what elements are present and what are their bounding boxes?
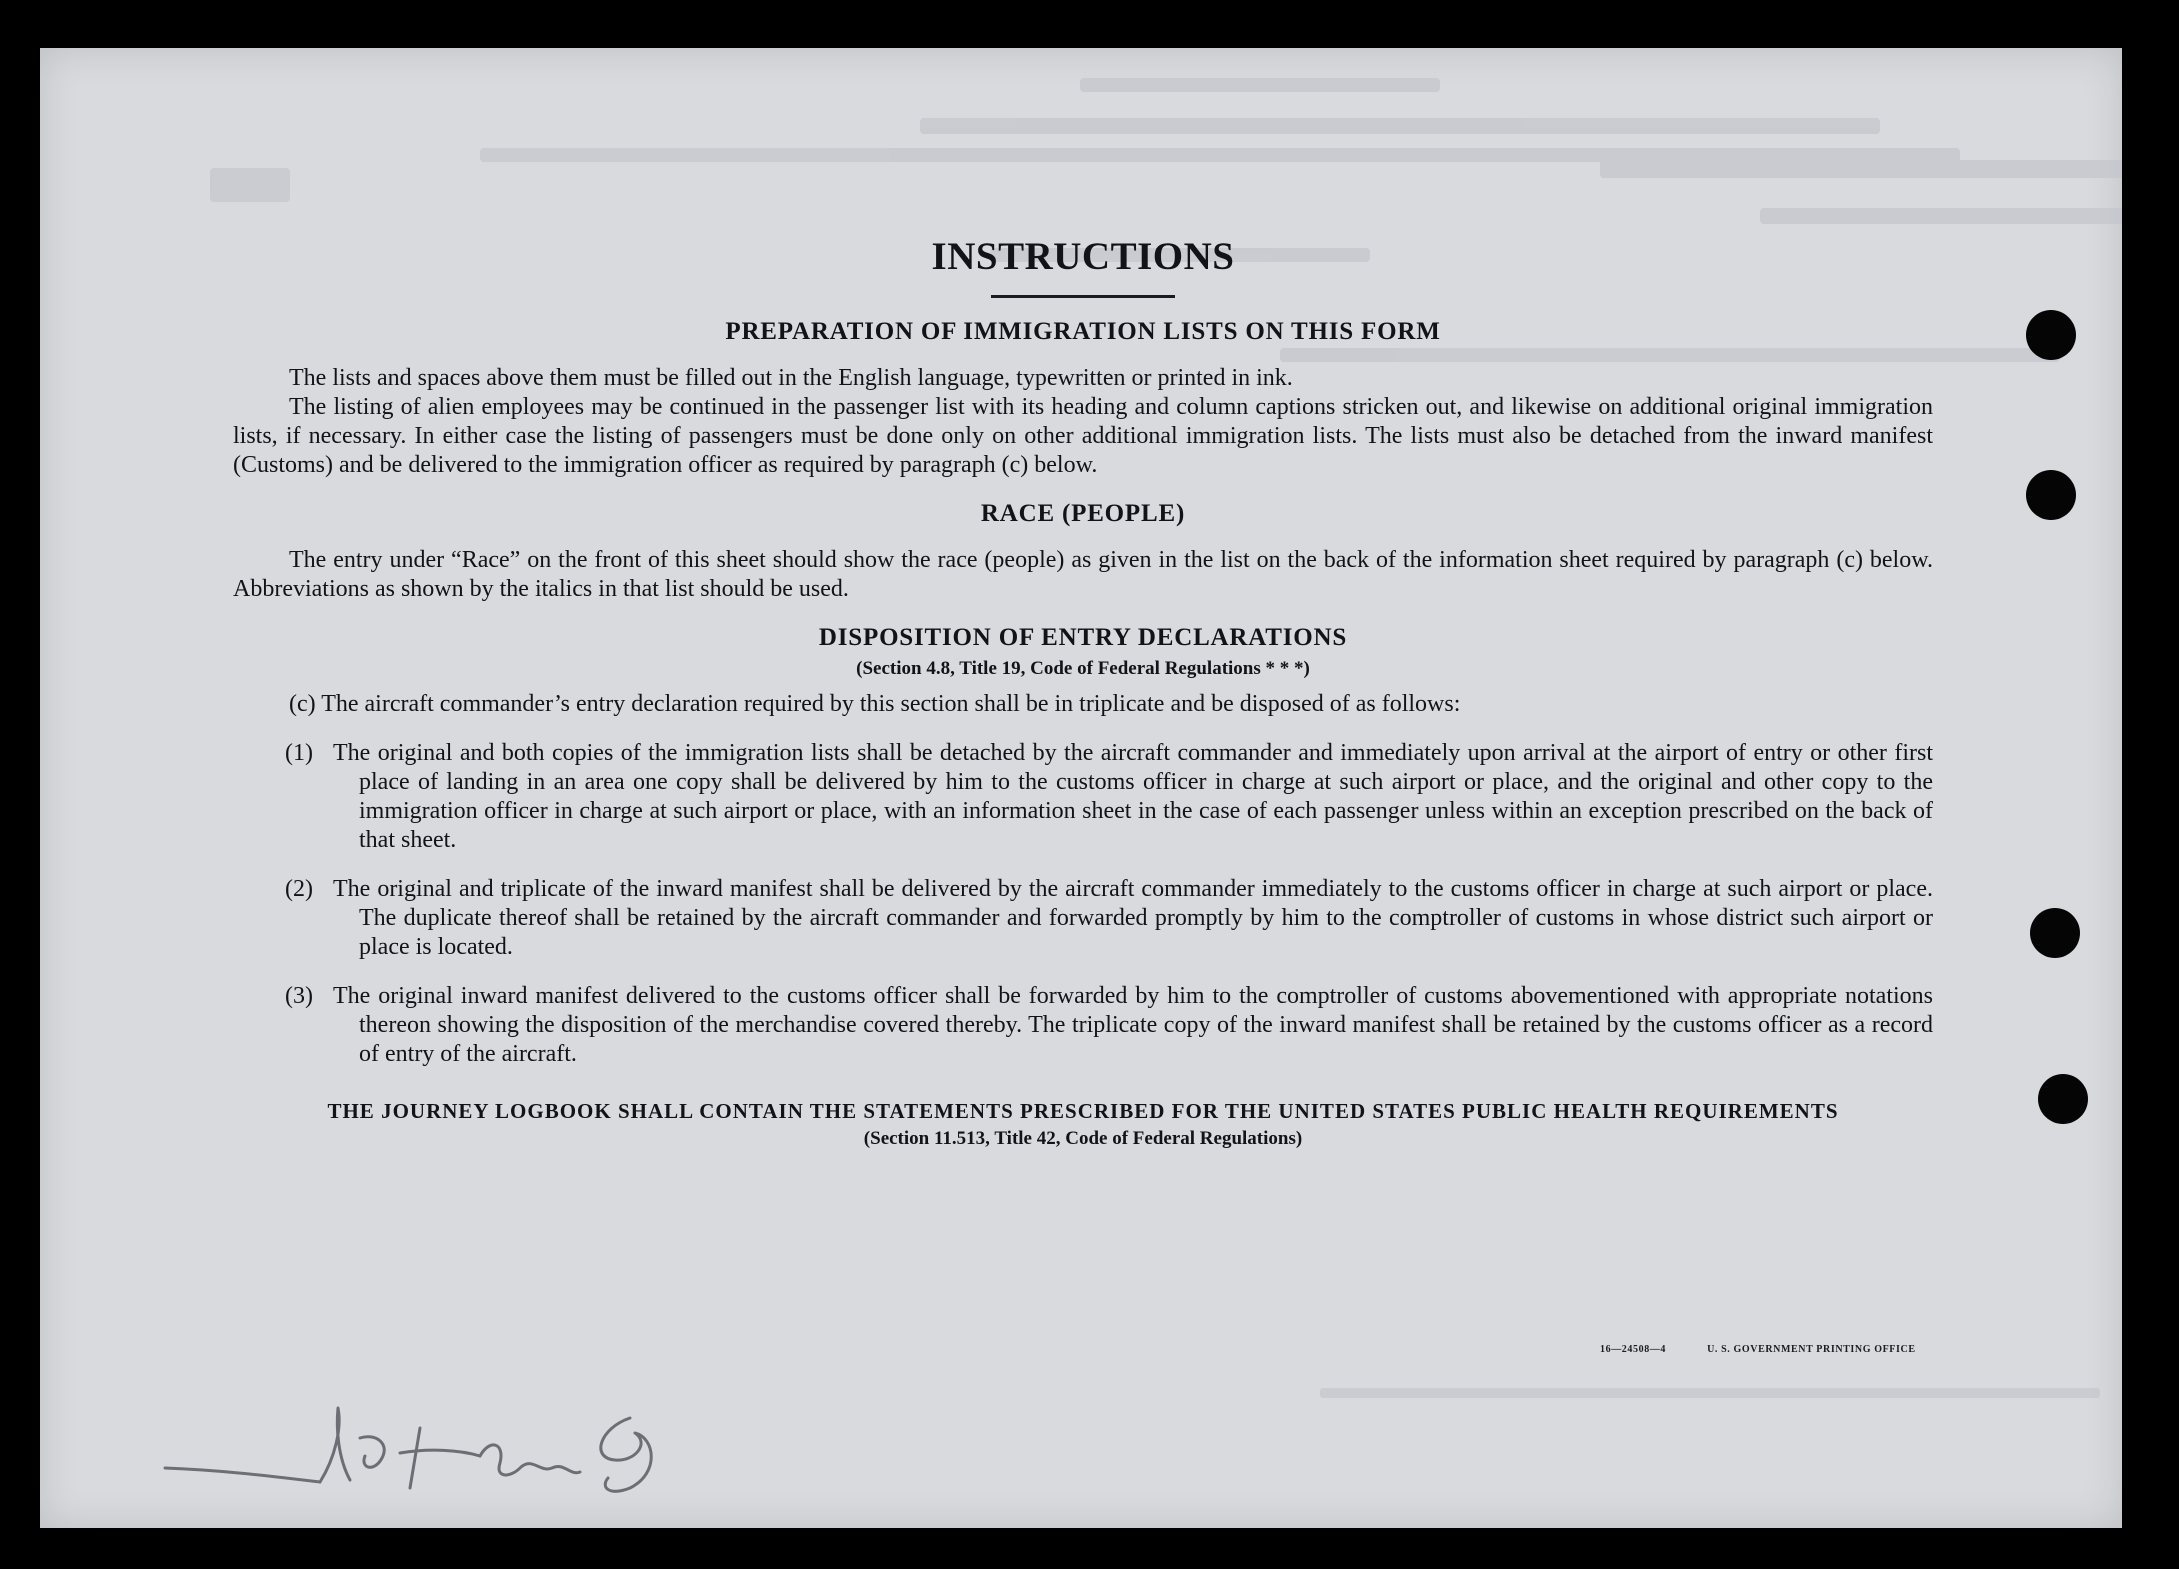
preparation-paragraph-2: The listing of alien employees may be continued in the passenger list with its heading and column captions stricken out, and likewise on additional original immigration lists, if necessary. In either case the listing of passengers must be done only on other additional immigration lists. The lists must also be detached from the inward manifest (Customs) and be delivered to the immigration officer as required by paragraph (c) below. xyxy=(233,394,1933,478)
footer-statement: THE JOURNEY LOGBOOK SHALL CONTAIN THE STATEMENTS PRESCRIBED FOR THE UNITED STATES PUBLIC HEALTH REQUIREMENTS xyxy=(327,1099,1839,1123)
instructions-body xyxy=(233,234,1933,1150)
list-item-number: (1) xyxy=(285,740,313,766)
list-item-text: The original inward manifest delivered to the customs officer shall be forwarded by him to the comptroller of customs abovementioned with appropriate notations thereon showing the disposition of the merchandise covered thereby. The triplicate copy of the inward manifest shall be retained by the customs officer as a record of entry of the aircraft. xyxy=(333,983,1933,1067)
list-item xyxy=(233,875,1933,962)
list-item-text: The original and triplicate of the inward manifest shall be delivered by the aircraft commander immediately to the customs officer in charge at such airport or place. The duplicate thereof shall be retained by the aircraft commander and forwarded promptly by him to the comptroller of customs in whose district such airport or place is located. xyxy=(333,876,1933,960)
list-item-number: (3) xyxy=(285,983,313,1009)
list-item-text: The original and both copies of the immigration lists shall be detached by the aircraft commander and immediately upon arrival at the airport of entry or other first place of landing in an area one copy shall be delivered by him to the customs officer in charge at such airport or place, and the original and other copy to the immigration officer in charge at such airport or place, with an information sheet in the case of each passenger unless within an exception prescribed on the back of that sheet. xyxy=(333,740,1933,853)
preparation-paragraph-1: The lists and spaces above them must be filled out in the English language, typewritten or printed in ink. xyxy=(289,365,1293,391)
title-underline xyxy=(991,295,1175,298)
page-title: INSTRUCTIONS xyxy=(931,235,1235,278)
punch-hole xyxy=(2026,310,2076,360)
punch-hole xyxy=(2038,1074,2088,1124)
section-heading-disposition: DISPOSITION OF ENTRY DECLARATIONS xyxy=(818,624,1348,651)
race-paragraph: The entry under “Race” on the front of this sheet should show the race (people) as given in the list on the back of the information sheet required by paragraph (c) below. Abbreviations as shown by the italics in that list should be used. xyxy=(233,547,1933,602)
disposition-citation: (Section 4.8, Title 19, Code of Federal Regulations * * *) xyxy=(856,658,1310,679)
print-code: 16—24508—4 xyxy=(1600,1344,1666,1355)
section-heading-race: RACE (PEOPLE) xyxy=(980,500,1186,527)
punch-hole xyxy=(2026,470,2076,520)
disposition-intro: (c) The aircraft commander’s entry declaration required by this section shall be in triplicate and be disposed of as follows: xyxy=(289,691,1461,717)
list-item-number: (2) xyxy=(285,876,313,902)
document-page xyxy=(40,48,2122,1528)
printer-name: U. S. GOVERNMENT PRINTING OFFICE xyxy=(1707,1344,1916,1355)
section-heading-preparation: PREPARATION OF IMMIGRATION LISTS ON THIS FORM xyxy=(725,318,1441,345)
list-item xyxy=(233,982,1933,1069)
handwritten-signature xyxy=(160,1398,720,1508)
punch-hole xyxy=(2030,908,2080,958)
printer-imprint xyxy=(1600,1344,1954,1355)
list-item xyxy=(233,739,1933,855)
footer-citation: (Section 11.513, Title 42, Code of Federal Regulations) xyxy=(863,1128,1303,1149)
